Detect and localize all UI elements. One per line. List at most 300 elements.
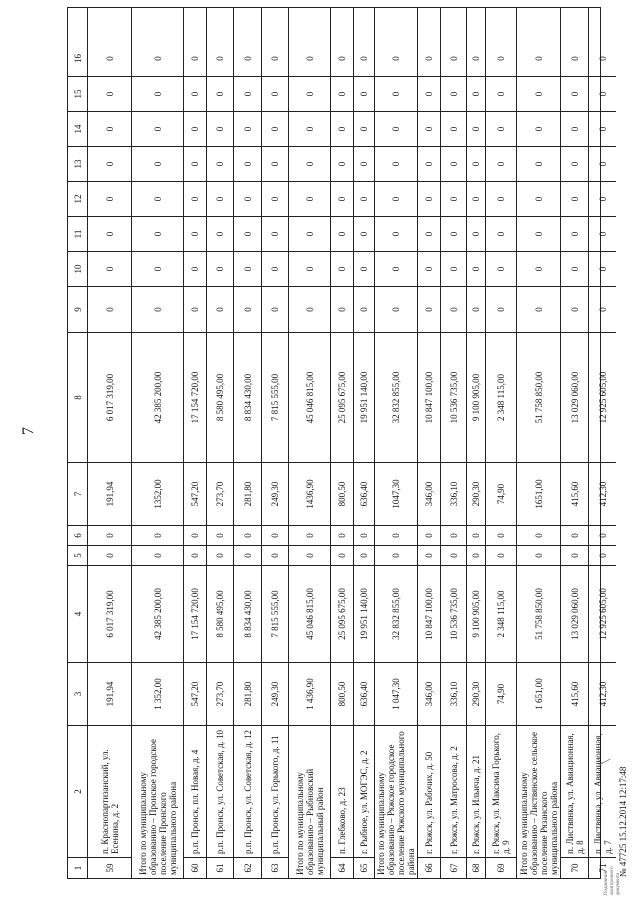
table-cell: 1436,90 — [289, 462, 330, 525]
table-cell: 63 — [262, 857, 288, 878]
column-number: 9 — [68, 286, 87, 332]
table-cell: 0 — [88, 76, 131, 111]
table-cell: 0 — [234, 251, 261, 286]
table-cell: 0 — [486, 146, 516, 181]
address-cell: г. Ряжск, ул. Матросова, д. 2 — [441, 725, 466, 857]
table-cell: 0 — [375, 286, 417, 332]
table-cell: 0 — [234, 146, 261, 181]
table-cell: 61 — [207, 857, 233, 878]
table-cell: 0 — [132, 286, 183, 332]
table-cell: 0 — [375, 216, 417, 251]
table-cell: 415,60 — [561, 662, 588, 725]
table-cell: 51 758 850,00 — [517, 332, 560, 462]
table-cell: 59 — [88, 857, 131, 878]
table-cell: 0 — [569, 56, 580, 61]
table-cell: 0 — [234, 111, 261, 146]
table-cell: 0 — [132, 216, 183, 251]
table-cell: 0 — [517, 216, 560, 251]
table-row — [88, 8, 132, 878]
table-cell: 0 — [262, 286, 288, 332]
table-cell: 636,40 — [354, 662, 374, 725]
table-cell: 0 — [331, 545, 353, 565]
table-cell: 336,10 — [441, 662, 466, 725]
table-cell: 8 580 495,00 — [207, 332, 233, 462]
table-row — [441, 8, 467, 878]
table-cell: 0 — [467, 181, 485, 216]
data-table — [67, 7, 613, 879]
table-cell: 0 — [207, 286, 233, 332]
table-cell: 0 — [418, 216, 440, 251]
table-cell: 0 — [289, 181, 330, 216]
table-cell: 281,80 — [234, 462, 261, 525]
table-cell: 0 — [331, 216, 353, 251]
table-cell: 0 — [354, 146, 374, 181]
table-cell: 0 — [375, 111, 417, 146]
table-cell: 62 — [234, 857, 261, 878]
table-cell: 1 047,30 — [375, 662, 417, 725]
table-cell: 0 — [375, 251, 417, 286]
table-row — [486, 8, 517, 878]
electronic-stamp: Подлинник электронного документа — [604, 866, 621, 895]
table-cell: 249,30 — [262, 662, 288, 725]
column-number: 3 — [68, 662, 87, 725]
table-cell: 0 — [441, 76, 466, 111]
table-cell: 0 — [418, 76, 440, 111]
table-cell: 0 — [262, 216, 288, 251]
table-cell: 0 — [375, 146, 417, 181]
table-cell: 42 385 200,00 — [132, 332, 183, 462]
table-cell: 0 — [242, 56, 253, 61]
table-cell: 10 536 735,00 — [441, 332, 466, 462]
table-cell: 336,10 — [441, 462, 466, 525]
column-number: 10 — [68, 251, 87, 286]
table-cell: 0 — [354, 251, 374, 286]
table-cell: 0 — [88, 286, 131, 332]
table-cell: 25 095 675,00 — [331, 332, 353, 462]
table-row — [561, 8, 589, 878]
address-cell: р.п. Пронск, ул. Советская, д. 10 — [207, 725, 233, 857]
table-cell: 7 815 555,00 — [262, 565, 288, 662]
table-cell: 0 — [441, 146, 466, 181]
address-cell: г. Рыбное, ул. МОГЭС, д. 2 — [354, 725, 374, 857]
column-number: 4 — [68, 565, 87, 662]
table-cell: 12 925 605,00 — [589, 565, 616, 662]
table-cell: 0 — [184, 251, 206, 286]
table-cell: 0 — [418, 525, 440, 545]
table-cell: 0 — [561, 251, 588, 286]
table-cell: 249,30 — [262, 462, 288, 525]
table-row — [262, 8, 289, 878]
table-cell: 0 — [234, 286, 261, 332]
table-cell: 0 — [517, 146, 560, 181]
table-cell: 0 — [304, 56, 315, 61]
column-number: 6 — [68, 525, 87, 545]
table-cell: 0 — [354, 286, 374, 332]
table-cell: 0 — [234, 525, 261, 545]
table-row — [517, 8, 561, 878]
table-cell: 64 — [331, 857, 353, 878]
table-cell: 0 — [418, 111, 440, 146]
table-cell: 0 — [184, 286, 206, 332]
table-cell: 0 — [234, 181, 261, 216]
address-cell: р.п. Пронск, ул. Советская, д. 12 — [234, 725, 261, 857]
table-cell: 0 — [132, 146, 183, 181]
table-cell: 67 — [441, 857, 466, 878]
table-cell: 71 — [589, 857, 616, 878]
table-cell: 0 — [486, 545, 516, 565]
table-cell: 0 — [184, 216, 206, 251]
table-cell: 69 — [486, 857, 516, 878]
table-cell: 74,90 — [486, 462, 516, 525]
table-cell: 0 — [207, 181, 233, 216]
address-cell: г. Ряжск, ул. Ильича, д. 21 — [467, 725, 485, 857]
table-cell: 0 — [184, 181, 206, 216]
table-cell: 0 — [132, 545, 183, 565]
table-cell: 0 — [467, 146, 485, 181]
table-cell: 0 — [207, 216, 233, 251]
table-cell: 0 — [561, 181, 588, 216]
table-cell: 0 — [467, 216, 485, 251]
table-cell: 0 — [289, 251, 330, 286]
table-cell: 1 436,90 — [289, 662, 330, 725]
table-cell: 0 — [331, 286, 353, 332]
table-cell: 0 — [354, 545, 374, 565]
table-cell: 0 — [104, 56, 115, 61]
table-cell: 2 348 115,00 — [486, 332, 516, 462]
table-cell: 17 154 720,00 — [184, 565, 206, 662]
table-cell: 346,00 — [418, 662, 440, 725]
address-cell: Итого по муниципальному образованию – Листвянское сельское поселение Рязанского муниципального района — [517, 725, 560, 878]
table-cell: 0 — [190, 56, 200, 61]
table-cell: 0 — [486, 216, 516, 251]
table-cell: 0 — [88, 251, 131, 286]
table-cell: 0 — [441, 286, 466, 332]
table-cell: 0 — [517, 525, 560, 545]
table-cell: 346,00 — [418, 462, 440, 525]
document-footer: № 47725 15.12.2014 12:17:48 — [618, 766, 628, 877]
column-number: 13 — [68, 146, 87, 181]
table-cell: 10 847 100,00 — [418, 332, 440, 462]
table-cell: 6 017 319,00 — [88, 565, 131, 662]
table-cell: 0 — [262, 251, 288, 286]
table-cell: 0 — [418, 146, 440, 181]
table-cell: 0 — [289, 286, 330, 332]
table-row — [467, 8, 486, 878]
table-row — [184, 8, 207, 878]
table-cell: 0 — [418, 251, 440, 286]
table-cell: 290,30 — [467, 662, 485, 725]
table-cell: 0 — [354, 76, 374, 111]
table-cell: 0 — [375, 181, 417, 216]
table-cell: 0 — [533, 56, 544, 61]
table-cell: 0 — [262, 181, 288, 216]
address-cell: п. Глебково, д. 23 — [331, 725, 353, 857]
table-cell: 0 — [589, 251, 616, 286]
table-cell: 65 — [354, 857, 374, 878]
table-cell: 0 — [486, 251, 516, 286]
address-cell: п. Листвянка, ул. Авиационная, д. 7 — [589, 725, 616, 857]
table-cell: 25 095 675,00 — [331, 565, 353, 662]
table-cell: 0 — [517, 181, 560, 216]
table-cell: 0 — [88, 146, 131, 181]
table-row — [418, 8, 441, 878]
scan-mark: ╲ — [600, 758, 611, 765]
table-cell: 10 536 735,00 — [441, 565, 466, 662]
table-cell: 547,20 — [184, 662, 206, 725]
table-cell: 0 — [517, 111, 560, 146]
table-cell: 12 925 605,00 — [589, 332, 616, 462]
table-cell: 0 — [88, 216, 131, 251]
table-cell: 8 580 495,00 — [207, 565, 233, 662]
table-cell: 0 — [215, 56, 225, 61]
table-cell: 0 — [331, 251, 353, 286]
table-cell: 13 029 060,00 — [561, 565, 588, 662]
table-cell: 74,90 — [486, 662, 516, 725]
table-cell: 800,50 — [331, 662, 353, 725]
address-cell: Итого по муниципальному образованию – Ряжское городское поселение Ряжского муниципального района — [375, 725, 417, 878]
table-cell: 9 100 905,00 — [467, 565, 485, 662]
table-cell: 800,50 — [331, 462, 353, 525]
address-cell: г. Ряжск, ул. Максима Горького, д. 9 — [486, 725, 516, 857]
table-cell: 0 — [486, 76, 516, 111]
table-cell: 0 — [331, 76, 353, 111]
column-number: 2 — [68, 725, 87, 857]
column-number: 8 — [68, 332, 87, 462]
table-cell: 0 — [467, 286, 485, 332]
table-cell: 0 — [262, 525, 288, 545]
table-cell: 0 — [441, 181, 466, 216]
table-cell: 0 — [467, 251, 485, 286]
table-cell: 0 — [467, 111, 485, 146]
table-cell: 10 847 100,00 — [418, 565, 440, 662]
table-cell: 0 — [88, 525, 131, 545]
table-cell: 281,80 — [234, 662, 261, 725]
table-header-row — [68, 8, 88, 878]
table-cell: 32 832 855,00 — [375, 332, 417, 462]
table-cell: 0 — [561, 545, 588, 565]
table-cell: 0 — [207, 525, 233, 545]
table-row — [354, 8, 375, 878]
table-cell: 0 — [561, 286, 588, 332]
table-row — [132, 8, 184, 878]
table-cell: 0 — [289, 111, 330, 146]
table-cell: 0 — [589, 111, 616, 146]
column-number: 11 — [68, 216, 87, 251]
table-row — [331, 8, 354, 878]
table-cell: 0 — [152, 56, 163, 61]
table-cell: 0 — [354, 181, 374, 216]
table-cell: 0 — [375, 76, 417, 111]
table-cell: 273,70 — [207, 462, 233, 525]
table-cell: 0 — [517, 286, 560, 332]
column-number: 14 — [68, 111, 87, 146]
table-cell: 0 — [88, 545, 131, 565]
table-cell: 0 — [331, 146, 353, 181]
table-cell: 0 — [184, 545, 206, 565]
address-cell: р.п. Пронск, ул. Горького, д. 11 — [262, 725, 288, 857]
table-cell: 0 — [418, 286, 440, 332]
table-cell: 60 — [184, 857, 206, 878]
table-cell: 1651,00 — [517, 462, 560, 525]
table-cell: 0 — [589, 286, 616, 332]
table-cell: 0 — [441, 545, 466, 565]
table-cell: 0 — [517, 251, 560, 286]
table-row — [234, 8, 262, 878]
table-cell: 8 834 430,00 — [234, 565, 261, 662]
table-cell: 0 — [207, 545, 233, 565]
table-cell: 70 — [561, 857, 588, 878]
table-row — [375, 8, 418, 878]
table-cell: 0 — [496, 56, 506, 61]
table-cell: 0 — [331, 525, 353, 545]
table-cell: 2 348 115,00 — [486, 565, 516, 662]
table-cell: 51 758 850,00 — [517, 565, 560, 662]
table-cell: 0 — [184, 525, 206, 545]
table-cell: 0 — [132, 251, 183, 286]
column-number: 5 — [68, 545, 87, 565]
table-cell: 415,60 — [561, 462, 588, 525]
table-cell: 32 832 855,00 — [375, 565, 417, 662]
table-cell: 0 — [331, 181, 353, 216]
table-cell: 0 — [331, 111, 353, 146]
table-cell: 0 — [589, 146, 616, 181]
table-cell: 0 — [337, 56, 347, 61]
table-cell: 0 — [184, 146, 206, 181]
address-cell: п. Краснопартизанский, ул. Есенина, д. 2 — [88, 725, 131, 857]
table-cell: 0 — [132, 525, 183, 545]
table-cell: 0 — [262, 146, 288, 181]
table-cell: 0 — [467, 545, 485, 565]
table-cell: 0 — [207, 111, 233, 146]
table-cell: 1352,00 — [132, 462, 183, 525]
table-cell: 1 352,00 — [132, 662, 183, 725]
table-cell: 191,94 — [88, 662, 131, 725]
table-cell: 0 — [88, 111, 131, 146]
table-cell: 412,30 — [589, 662, 616, 725]
table-cell: 0 — [289, 525, 330, 545]
table-cell: 17 154 720,00 — [184, 332, 206, 462]
table-cell: 0 — [486, 181, 516, 216]
table-cell: 0 — [486, 525, 516, 545]
table-cell: 19 951 140,00 — [354, 565, 374, 662]
table-cell: 0 — [418, 545, 440, 565]
table-cell: 0 — [207, 76, 233, 111]
table-cell: 0 — [561, 76, 588, 111]
table-cell: 0 — [467, 525, 485, 545]
table-cell: 0 — [207, 251, 233, 286]
table-cell: 0 — [289, 216, 330, 251]
table-cell: 0 — [262, 545, 288, 565]
table-cell: 0 — [375, 545, 417, 565]
table-cell: 0 — [207, 146, 233, 181]
table-cell: 0 — [418, 181, 440, 216]
table-cell: 0 — [234, 216, 261, 251]
table-cell: 0 — [441, 525, 466, 545]
table-row — [589, 8, 616, 878]
table-cell: 547,20 — [184, 462, 206, 525]
table-cell: 0 — [424, 56, 434, 61]
table-cell: 0 — [448, 56, 459, 61]
table-cell: 0 — [441, 251, 466, 286]
column-number: 1 — [68, 857, 87, 878]
column-number: 7 — [68, 462, 87, 525]
table-cell: 0 — [467, 76, 485, 111]
table-cell: 191,94 — [88, 462, 131, 525]
table-cell: 0 — [289, 76, 330, 111]
table-cell: 290,30 — [467, 462, 485, 525]
table-cell: 1047,30 — [375, 462, 417, 525]
table-cell: 0 — [289, 545, 330, 565]
column-number: 16 — [72, 54, 83, 63]
table-cell: 0 — [597, 56, 608, 61]
table-cell: 0 — [354, 525, 374, 545]
table-cell: 0 — [234, 545, 261, 565]
table-cell: 0 — [441, 111, 466, 146]
table-cell: 0 — [517, 545, 560, 565]
table-cell: 1 651,00 — [517, 662, 560, 725]
table-row — [207, 8, 234, 878]
table-cell: 636,40 — [354, 462, 374, 525]
table-cell: 6 017 319,00 — [88, 332, 131, 462]
table-cell: 0 — [561, 146, 588, 181]
table-cell: 8 834 430,00 — [234, 332, 261, 462]
table-cell: 0 — [289, 146, 330, 181]
page-number: 7 — [20, 427, 37, 435]
table-cell: 13 029 060,00 — [561, 332, 588, 462]
table-cell: 0 — [354, 111, 374, 146]
table-cell: 0 — [262, 111, 288, 146]
table-cell: 0 — [441, 216, 466, 251]
table-cell: 0 — [589, 181, 616, 216]
table-cell: 42 385 200,00 — [132, 565, 183, 662]
table-cell: 0 — [359, 56, 369, 61]
table-cell: 0 — [471, 56, 481, 61]
table-cell: 19 951 140,00 — [354, 332, 374, 462]
table-cell: 0 — [270, 56, 280, 61]
table-cell: 0 — [184, 76, 206, 111]
table-cell: 0 — [375, 525, 417, 545]
table-cell: 0 — [486, 111, 516, 146]
table-cell: 0 — [88, 181, 131, 216]
table-cell: 0 — [132, 111, 183, 146]
table-cell: 0 — [589, 545, 616, 565]
table-cell: 0 — [391, 56, 401, 61]
table-cell: 0 — [589, 76, 616, 111]
table-cell: 0 — [184, 111, 206, 146]
table-cell: 45 046 815,00 — [289, 565, 330, 662]
address-cell: р.п. Пронск, пл. Новая, д. 4 — [184, 725, 206, 857]
table-cell: 0 — [234, 76, 261, 111]
address-cell: г. Ряжск, ул. Рабочих, д. 50 — [418, 725, 440, 857]
table-cell: 273,70 — [207, 662, 233, 725]
table-cell: 0 — [132, 181, 183, 216]
table-cell: 0 — [561, 525, 588, 545]
table-cell: 0 — [262, 76, 288, 111]
table-cell: 0 — [561, 111, 588, 146]
address-cell: Итого по муниципальному образованию – Рыбновский муниципальный район — [289, 725, 330, 878]
table-cell: 7 815 555,00 — [262, 332, 288, 462]
table-cell: 0 — [486, 286, 516, 332]
table-cell: 45 046 815,00 — [289, 332, 330, 462]
table-cell: 0 — [589, 216, 616, 251]
table-cell: 0 — [354, 216, 374, 251]
address-cell: п. Листвянка, ул. Авиационная, д. 8 — [561, 725, 588, 857]
address-cell: Итого по муниципальному образованию – Пронское городское поселение Пронского муниципального района — [132, 725, 183, 878]
table-cell: 412,30 — [589, 462, 616, 525]
table-cell: 0 — [517, 76, 560, 111]
table-cell: 66 — [418, 857, 440, 878]
table-cell: 68 — [467, 857, 485, 878]
